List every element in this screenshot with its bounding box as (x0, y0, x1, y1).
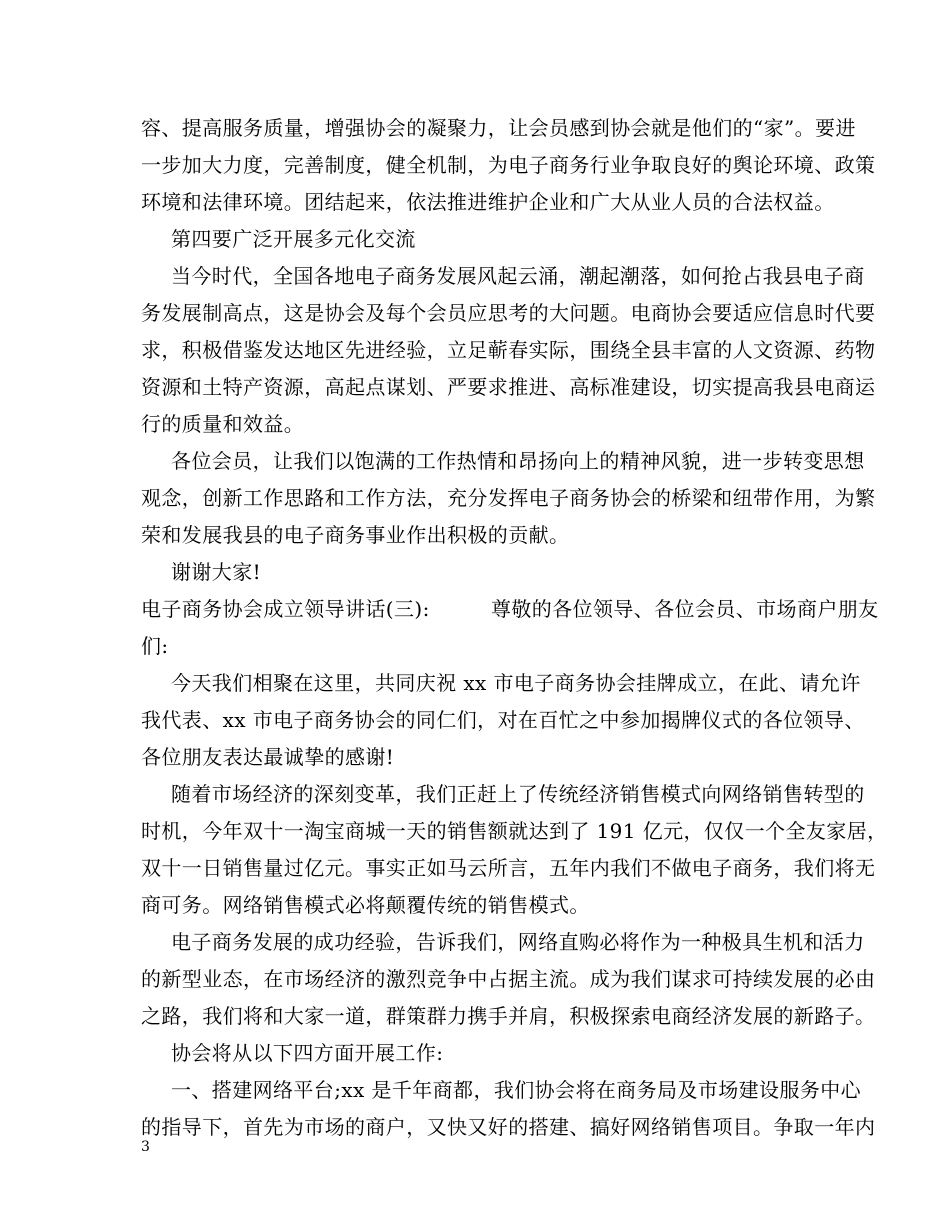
text-line: 时机，今年双十一淘宝商城一天的销售额就达到了 191 亿元，仅仅一个全友家居， (141, 819, 888, 843)
text-line: 双十一日销售量过亿元。事实正如马云所言，五年内我们不做电子商务，我们将无 (141, 856, 876, 880)
text-line: 一、搭建网络平台;xx 是千年商都，我们协会将在商务局及市场建设服务中心 (171, 1078, 862, 1102)
text-line: 环境和法律环境。团结起来，依法推进维护企业和广大从业人员的合法权益。 (141, 190, 835, 214)
text-line: 的新型业态，在市场经济的激烈竞争中占据主流。成为我们谋求可持续发展的必由 (141, 967, 876, 991)
text-line: 协会将从以下四方面开展工作: (171, 1041, 444, 1065)
text-line: 资源和土特产资源，高起点谋划、严要求推进、高标准建设，切实提高我县电商运 (141, 375, 876, 399)
text-line: 电子商务协会成立领导讲话(三): 尊敬的各位领导、各位会员、市场商户朋友 (141, 597, 879, 621)
text-line: 各位朋友表达最诚挚的感谢! (141, 745, 395, 769)
text-line: 们: (141, 634, 169, 658)
text-line: 我代表、xx 市电子商务协会的同仁们，对在百忙之中参加揭牌仪式的各位领导、 (141, 708, 865, 732)
text-line: 务发展制高点，这是协会及每个会员应思考的大问题。电商协会要适应信息时代要 (141, 301, 876, 325)
text-line: 电子商务发展的成功经验，告诉我们，网络直购必将作为一种极具生机和活力 (171, 930, 865, 954)
text-line: 今天我们相聚在这里，共同庆祝 xx 市电子商务协会挂牌成立，在此、请允许 (171, 671, 861, 695)
text-line: 一步加大力度，完善制度，健全机制，为电子商务行业争取良好的舆论环境、政策 (141, 153, 876, 177)
text-line: 求，积极借鉴发达地区先进经验，立足蕲春实际，围绕全县丰富的人文资源、药物 (141, 338, 876, 362)
text-line: 荣和发展我县的电子商务事业作出积极的贡献。 (141, 523, 570, 547)
text-line: 观念，创新工作思路和工作方法，充分发挥电子商务协会的桥梁和纽带作用，为繁 (141, 486, 876, 510)
document-body (141, 110, 888, 1146)
text-line: 容、提高服务质量，增强协会的凝聚力，让会员感到协会就是他们的“家”。要进 (141, 116, 856, 140)
text-line: 当今时代，全国各地电子商务发展风起云涌，潮起潮落，如何抢占我县电子商 (171, 264, 865, 288)
text-line: 谢谢大家! (171, 560, 262, 584)
text-line: 第四要广泛开展多元化交流 (171, 227, 416, 251)
text-line: 之路，我们将和大家一道，群策群力携手并肩，积极探索电商经济发展的新路子。 (141, 1004, 876, 1028)
text-line: 各位会员，让我们以饱满的工作热情和昂扬向上的精神风貌，进一步转变思想 (171, 449, 865, 473)
text-line: 随着市场经济的深刻变革，我们正赶上了传统经济销售模式向网络销售转型的 (171, 782, 865, 806)
text-line: 的指导下，首先为市场的商户，又快又好的搭建、搞好网络销售项目。争取一年内 (141, 1115, 876, 1139)
page-number: 3 (141, 1139, 150, 1155)
text-line: 行的质量和效益。 (141, 412, 305, 436)
text-line: 商可务。网络销售模式必将颠覆传统的销售模式。 (141, 893, 590, 917)
